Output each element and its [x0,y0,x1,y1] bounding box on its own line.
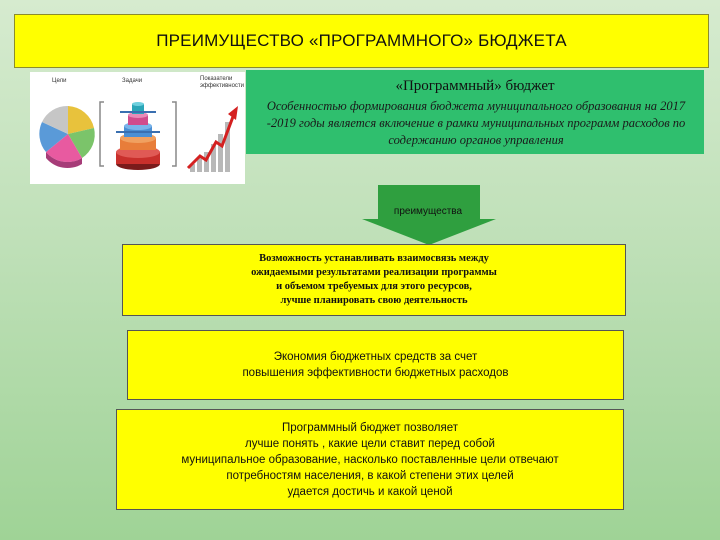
advantage-box-1 [122,244,626,316]
pyramid-icon [116,102,160,170]
program-budget-panel [246,70,704,154]
advantage-text-3: Программный бюджет позволяет лучше понять , какие цели ставит перед собой муниципальное образование, насколько поставленные цели отвечают потребностям населения, в какой степени этих целей удается достичь и какой ценой [181,421,559,498]
caption-goals: Цели [52,78,67,84]
program-budget-description: Особенностью формирования бюджета муниципального образования на 2017 -2019 годы является включение в рамки муниципальных программ расходов по содержанию органов управления [266,99,686,147]
program-budget-heading: «Программный» бюджет [395,78,555,94]
advantage-box-2 [127,330,624,400]
illustration-graphic [30,72,245,184]
advantage-text-2: Экономия бюджетных средств за счет повышения эффективности бюджетных расходов [242,351,509,379]
page-title: ПРЕИМУЩЕСТВО «ПРОГРАММНОГО» БЮДЖЕТА [14,14,709,68]
goals-tasks-indicators-illustration [30,72,245,184]
growth-chart-icon [188,106,238,172]
caption-tasks: Задачи [122,78,143,84]
caption-indicators: Показатели эффективности [200,76,245,89]
advantage-text-1: Возможность устанавливать взаимосвязь между ожидаемыми результатами реализации программы и объемом требуемых для этого ресурсов, лучше планировать свою деятельность [251,253,497,306]
advantage-box-3 [116,409,624,510]
advantages-label: преимущества [393,206,463,217]
pie-chart-icon [39,106,94,168]
